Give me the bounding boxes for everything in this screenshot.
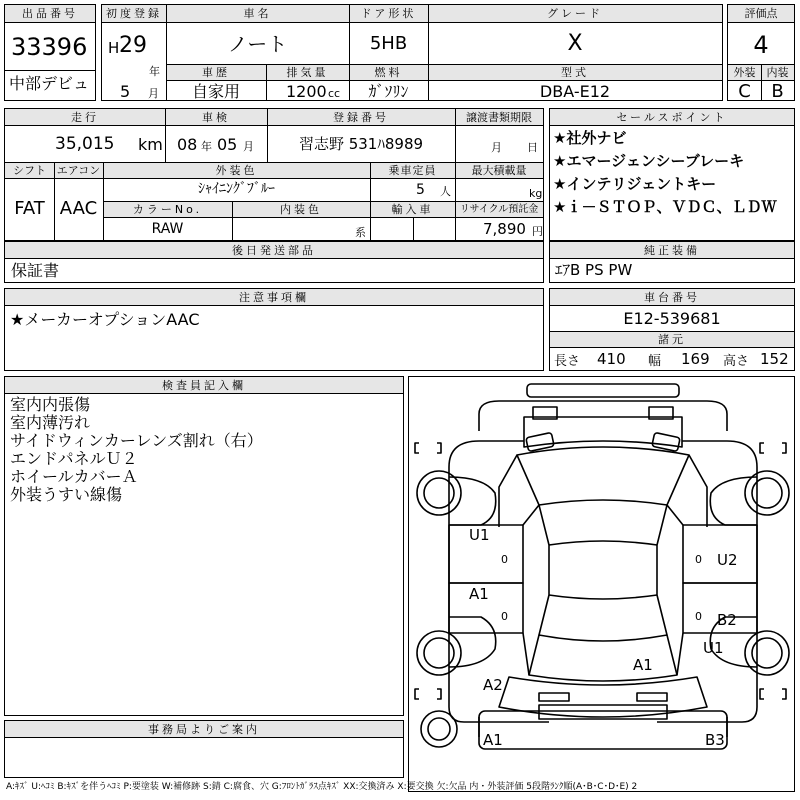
- spec-table: [4, 108, 544, 241]
- legend: A:ｷｽﾞ U:ﾍｺﾐ B:ｷｽﾞを伴うﾍｺﾐ P:要塗装 W:補修跡 S:錆 C:腐食、穴 G:ﾌﾛﾝﾄｶﾞﾗｽ点ｷｽﾞ XX:交換済み X:要交換 欠:欠品 内・外装評価 5段階ﾗﾝｸ順(A･B･C･D･E) 2: [6, 782, 638, 792]
- chassis-label: 車台番号: [644, 291, 700, 304]
- lot-number: 33396: [11, 33, 88, 61]
- plate-label: 登録番号: [333, 111, 389, 124]
- car-name: ノート: [227, 32, 288, 56]
- history-value: 自家用: [191, 82, 240, 101]
- mark-right-rear-door-zero: 0: [695, 610, 702, 623]
- sales-point-3: ★インテリジェントキー: [553, 175, 717, 193]
- car-diagram: [409, 377, 796, 793]
- color-no-value: RAW: [151, 221, 184, 237]
- sales-point-2: ★エマージェンシーブレーキ: [553, 152, 745, 170]
- exterior-label: 外装: [733, 66, 756, 79]
- grade-value: X: [567, 31, 583, 56]
- mark-left-front-door: U1: [469, 526, 490, 544]
- score-value: 4: [753, 31, 769, 59]
- notes-value: ★メーカーオプションAAC: [10, 310, 200, 329]
- mark-left-rear-door-zero: 0: [501, 610, 508, 623]
- sales-point-4: ★ｉ－ＳＴＯＰ、ＶＤＣ、ＬＤＷ: [553, 198, 777, 216]
- inspector-line-4: エンドパネルＵ２: [10, 449, 138, 468]
- interior-color-label: 内装色: [280, 203, 322, 216]
- height-value: 152: [760, 350, 789, 368]
- interior-label: 内装: [766, 66, 789, 79]
- mark-right-front-door-zero: 0: [695, 553, 702, 566]
- office-label: 事務局よりご案内: [148, 723, 260, 736]
- inspector-label: 検査員記入欄: [162, 379, 246, 392]
- lot-label: 出品番号: [22, 7, 78, 20]
- mark-left-rear-wheel: A2: [483, 676, 503, 694]
- interior-color-unit: 系: [355, 226, 366, 239]
- notes-box: [4, 288, 544, 371]
- lot-box: [4, 4, 96, 101]
- displacement-unit: cc: [328, 87, 341, 100]
- mark-rear-glass: A1: [633, 656, 653, 674]
- inspection-year-unit: 年: [201, 140, 212, 153]
- model-code-label: 型式: [561, 66, 589, 79]
- plate-value: 習志野 531ﾊ8989: [298, 135, 424, 153]
- recycle-value: 7,890: [483, 220, 526, 238]
- notes-label: 注意事項欄: [239, 291, 309, 304]
- later-parts-label: 後日発送部品: [232, 244, 316, 257]
- inspection-month: 05: [217, 135, 238, 154]
- inspector-line-5: ホイールカバーＡ: [10, 467, 138, 486]
- reg-year-label: 初度登録: [106, 7, 162, 20]
- capacity-unit: 人: [440, 185, 451, 198]
- import-label: 輸入車: [391, 203, 434, 216]
- inspector-line-6: 外装うすい線傷: [10, 485, 123, 504]
- inspector-line-1: 室内内張傷: [10, 395, 91, 414]
- inspection-year: 08: [177, 135, 198, 154]
- score-box: [727, 4, 795, 101]
- reg-month: 5: [120, 82, 131, 101]
- mileage-unit: km: [138, 135, 163, 154]
- exterior-color-value: ｼｬｲﾆﾝｸﾞﾌﾞﾙｰ: [198, 181, 275, 197]
- mark-left-front-door-zero: 0: [501, 553, 508, 566]
- genuine-equipment-box: [549, 241, 795, 283]
- chassis-box: [549, 288, 795, 371]
- transfer-month-unit: 月: [491, 141, 502, 154]
- shift-label: シフト: [13, 164, 46, 177]
- width-label: 幅: [648, 354, 662, 369]
- mark-rear-bumper-right: B3: [705, 731, 725, 749]
- exterior-score: C: [738, 81, 751, 102]
- reg-era: H: [108, 39, 120, 57]
- mark-left-rear-door: A1: [469, 585, 489, 603]
- sales-points-box: [549, 108, 795, 241]
- door-value: 5HB: [369, 33, 408, 54]
- capacity-value: 5: [416, 182, 425, 198]
- length-label: 長さ: [554, 354, 581, 369]
- shift-value: FAT: [14, 198, 45, 219]
- recycle-unit: 円: [532, 225, 543, 238]
- mileage-label: 走行: [71, 111, 99, 124]
- aircon-value: AAC: [59, 198, 98, 219]
- reg-year: 29: [119, 33, 147, 58]
- genuine-equipment-label: 純正装備: [644, 244, 700, 257]
- height-label: 高さ: [723, 354, 750, 369]
- later-parts-value: 保証書: [11, 261, 60, 280]
- inspector-line-3: サイドウィンカーレンズ割れ（右）: [10, 431, 263, 450]
- transfer-day-unit: 日: [527, 141, 538, 154]
- mileage-value: 35,015: [55, 134, 115, 154]
- inspection-month-unit: 月: [243, 140, 254, 153]
- exterior-color-label: 外装色: [215, 164, 258, 177]
- reg-year-unit: 年: [149, 65, 160, 78]
- reg-month-unit: 月: [148, 87, 159, 100]
- header-table: [101, 4, 723, 101]
- car-name-label: 車名: [243, 7, 272, 20]
- aircon-label: エアコン: [56, 164, 101, 177]
- score-label: 評価点: [744, 7, 778, 20]
- office-box: [4, 720, 404, 778]
- color-no-label: カラーNo.: [132, 203, 203, 216]
- recycle-label: リサイクル預託金: [459, 204, 539, 215]
- sales-point-1: ★社外ナビ: [553, 129, 627, 147]
- history-label: 車歴: [202, 66, 230, 79]
- venue: 中部デビュ: [9, 74, 90, 93]
- door-label: ドア形状: [360, 7, 417, 20]
- max-load-label: 最大積載量: [471, 164, 527, 177]
- fuel-label: 燃料: [374, 66, 403, 79]
- transfer-deadline-label: 譲渡書類期限: [466, 111, 532, 124]
- model-code-value: DBA-E12: [539, 82, 611, 101]
- inspector-box: [4, 376, 404, 716]
- displacement-value: 1200: [286, 82, 327, 101]
- chassis-value: E12-539681: [623, 309, 721, 328]
- fuel-value: ｶﾞｿﾘﾝ: [368, 82, 409, 101]
- inspector-line-2: 室内薄汚れ: [10, 413, 91, 432]
- dimensions-label: 諸元: [658, 333, 686, 346]
- capacity-label: 乗車定員: [388, 164, 437, 177]
- max-load-unit: kg: [529, 187, 543, 200]
- width-value: 169: [681, 350, 710, 368]
- genuine-equipment-value: ｴｱB PS PW: [555, 261, 633, 279]
- mark-right-rear-wheel: U1: [703, 639, 724, 657]
- displacement-label: 排気量: [286, 66, 329, 79]
- length-value: 410: [597, 350, 626, 368]
- sales-points-label: セールスポイント: [616, 111, 728, 124]
- grade-label: グレード: [547, 7, 603, 20]
- interior-score: B: [771, 81, 784, 102]
- mark-rear-bumper-left: A1: [483, 731, 503, 749]
- later-parts-box: [4, 241, 544, 283]
- inspection-label: 車検: [202, 111, 230, 124]
- mark-right-rear-door: B2: [717, 611, 737, 629]
- mark-right-front-door: U2: [717, 551, 738, 569]
- damage-diagram-box: [408, 376, 795, 792]
